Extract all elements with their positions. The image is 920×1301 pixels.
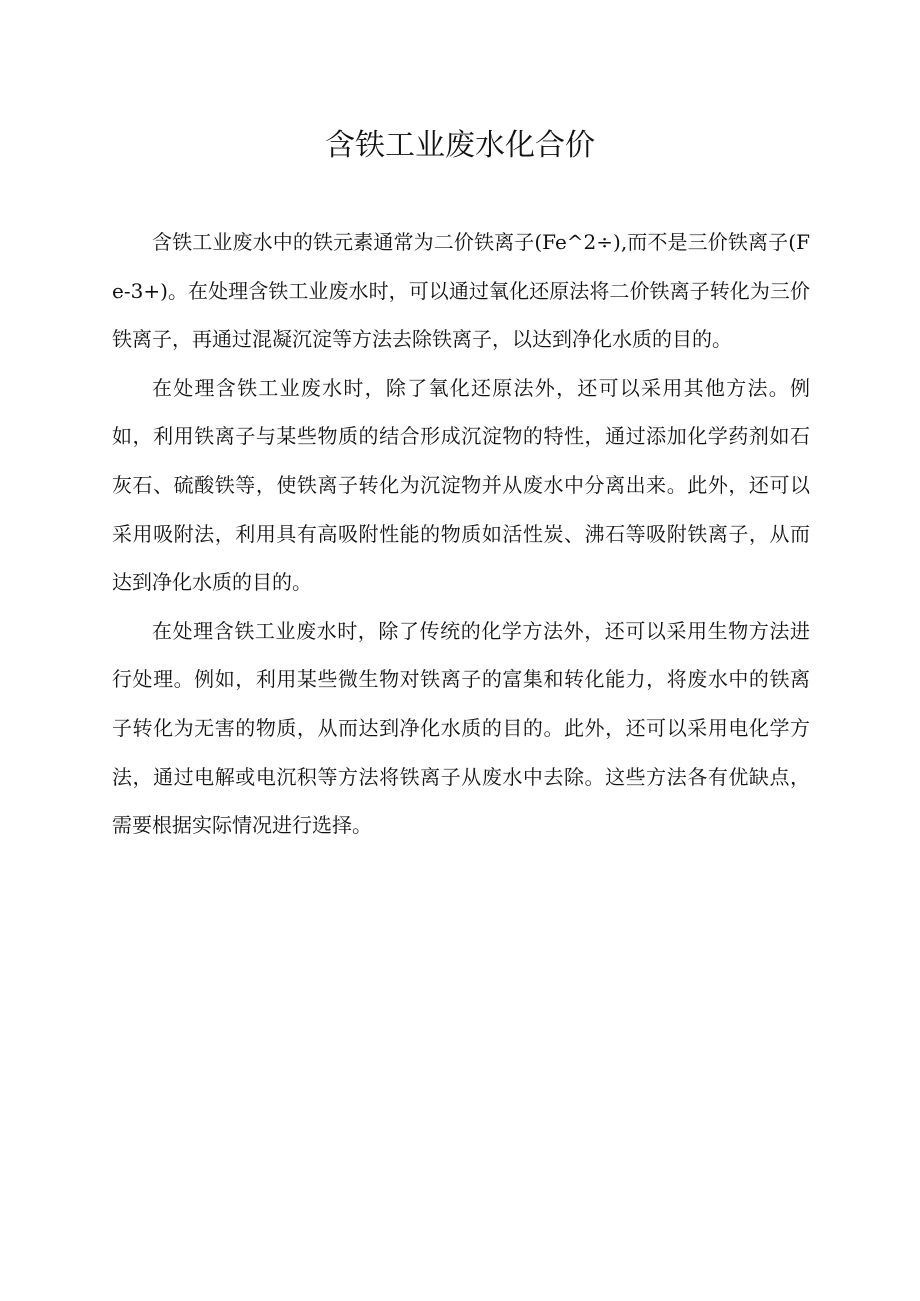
paragraph-2: 在处理含铁工业废水时，除了氧化还原法外，还可以采用其他方法。例如，利用铁离子与某些物质的结合形成沉淀物的特性，通过添加化学药剂如石灰石、硫酸铁等，使铁离子转化为沉淀物并从废水中分离出来。此外，还可以采用吸附法，利用具有高吸附性能的物质如活性炭、沸石等吸附铁离子，从而达到净化水质的目的。	[112, 375, 810, 595]
paragraph-1: 含铁工业废水中的铁元素通常为二价铁离子(Fe^2÷),而不是三价铁离子(Fe-3+)。在处理含铁工业废水时，可以通过氧化还原法将二价铁离子转化为三价铁离子，再通过混凝沉淀等方法去除铁离子，以达到净化水质的目的。	[112, 230, 810, 352]
paragraph-3: 在处理含铁工业废水时，除了传统的化学方法外，还可以采用生物方法进行处理。例如，利用某些微生物对铁离子的富集和转化能力，将废水中的铁离子转化为无害的物质，从而达到净化水质的目的。此外，还可以采用电化学方法，通过电解或电沉积等方法将铁离子从废水中去除。这些方法各有优缺点，需要根据实际情况进行选择。	[112, 618, 810, 838]
document-title: 含铁工业废水化合价	[325, 128, 595, 163]
document-body	[112, 218, 810, 850]
